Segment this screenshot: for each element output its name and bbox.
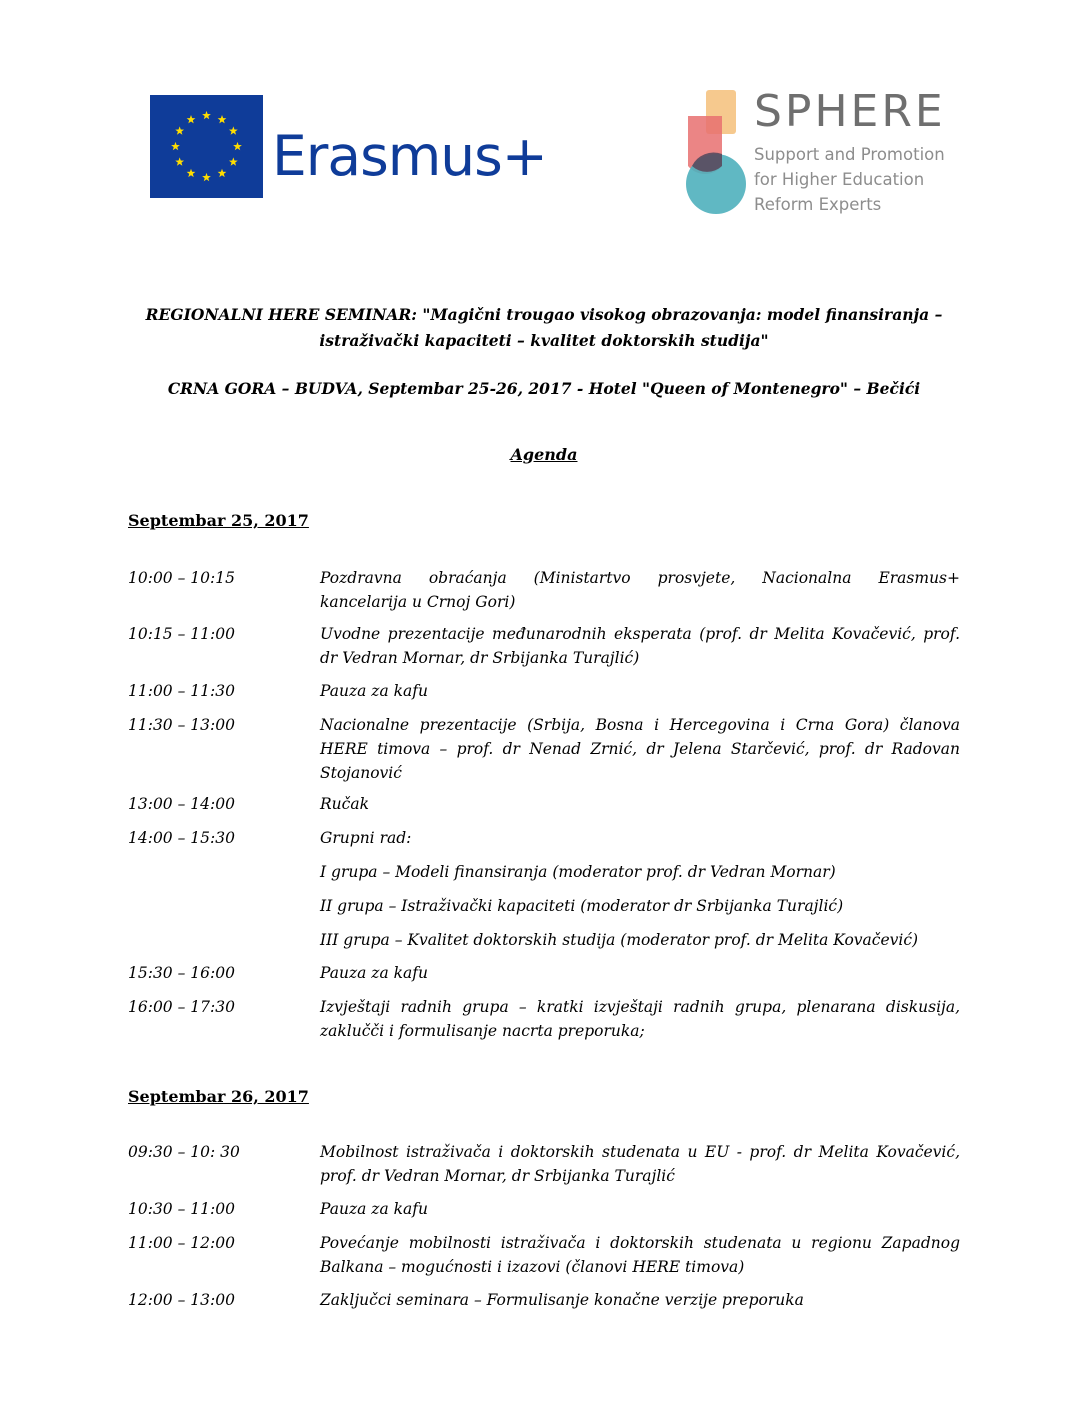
- agenda-description-line: I grupa – Modeli finansiranja (moderator prof. dr Vedran Mornar): [320, 863, 836, 881]
- agenda-description-line: Povećanje mobilnosti istraživača i doktorskih studenata u regionu Zapadnog: [320, 1234, 960, 1252]
- agenda-time: 11:00 – 11:30: [128, 682, 235, 700]
- agenda-time: 09:30 – 10: 30: [128, 1143, 240, 1161]
- agenda-description: [320, 566, 960, 614]
- agenda-description-line: dr Vedran Mornar, dr Srbijanka Turajlić): [320, 649, 640, 667]
- sphere-subtitle: [754, 142, 945, 217]
- eu-star-icon: [218, 115, 227, 123]
- sphere-mark-icon: [678, 88, 750, 218]
- sphere-subtitle-line: for Higher Education: [754, 170, 925, 189]
- agenda-description: [320, 622, 960, 670]
- agenda-description-line: Pozdravna obraćanja (Ministartvo prosvjete, Nacionalna Erasmus+: [320, 569, 960, 587]
- agenda-description-line: prof. dr Vedran Mornar, dr Srbijanka Turajlić: [320, 1167, 675, 1185]
- agenda-description: [320, 1288, 960, 1312]
- agenda-description-line: Zaključci seminara – Formulisanje konačne verzije preporuka: [320, 1291, 804, 1309]
- agenda-description: [320, 1231, 960, 1279]
- agenda-description-line: Nacionalne prezentacije (Srbija, Bosna i Hercegovina i Crna Gora) članova: [320, 716, 960, 734]
- agenda-time: 14:00 – 15:30: [128, 829, 235, 847]
- agenda-description-line: Pauza za kafu: [320, 964, 428, 982]
- eu-star-icon: [218, 169, 227, 177]
- agenda-description-line: Mobilnost istraživača i doktorskih studenata u EU - prof. dr Melita Kovačević,: [320, 1143, 960, 1161]
- agenda-description: [320, 961, 960, 985]
- agenda-description-line: kancelarija u Crnoj Gori): [320, 593, 516, 611]
- agenda-description-line: Pauza za kafu: [320, 682, 428, 700]
- erasmus-wordmark: Erasmus+: [272, 124, 547, 188]
- eu-star-icon: [175, 126, 184, 134]
- eu-star-icon: [233, 142, 242, 150]
- day-heading: Septembar 25, 2017: [128, 511, 309, 530]
- agenda-description-line: HERE timova – prof. dr Nenad Zrnić, dr Jelena Starčević, prof. dr Radovan: [320, 740, 960, 758]
- agenda-time: 10:00 – 10:15: [128, 569, 235, 587]
- agenda-description: [320, 928, 960, 952]
- agenda-description-line: Pauza za kafu: [320, 1200, 428, 1218]
- eu-star-icon: [229, 157, 238, 165]
- agenda-time: 13:00 – 14:00: [128, 795, 235, 813]
- agenda-time: 11:30 – 13:00: [128, 716, 235, 734]
- seminar-title-line1: REGIONALNI HERE SEMINAR: "Magični trougao visokog obrazovanja: model finansiranja –: [145, 305, 943, 324]
- agenda-description-line: Ručak: [320, 795, 369, 813]
- day-heading: Septembar 26, 2017: [128, 1087, 309, 1106]
- agenda-description-line: Uvodne prezentacije međunarodnih eksperata (prof. dr Melita Kovačević, prof.: [320, 625, 960, 643]
- agenda-description-line: II grupa – Istraživački kapaciteti (moderator dr Srbijanka Turajlić): [320, 897, 844, 915]
- agenda-time: 12:00 – 13:00: [128, 1291, 235, 1309]
- agenda-description: [320, 679, 960, 703]
- sphere-logo: [678, 88, 948, 218]
- eu-star-icon: [175, 157, 184, 165]
- agenda-heading: Agenda: [510, 445, 578, 464]
- agenda-description-line: Balkana – mogućnosti i izazovi (članovi HERE timova): [320, 1258, 745, 1276]
- eu-star-icon: [187, 115, 196, 123]
- eu-star-icon: [202, 173, 211, 181]
- agenda-description: [320, 826, 960, 850]
- agenda-description: [320, 894, 960, 918]
- agenda-description-line: zaklučči i formulisanje nacrta preporuka;: [320, 1022, 645, 1040]
- agenda-description: [320, 995, 960, 1043]
- eu-star-icon: [202, 111, 211, 119]
- agenda-description: [320, 792, 960, 816]
- seminar-location: CRNA GORA – BUDVA, Septembar 25-26, 2017 - Hotel "Queen of Montenegro" – Bečići: [167, 379, 921, 398]
- agenda-description: [320, 1140, 960, 1188]
- agenda-description-line: Grupni rad:: [320, 829, 412, 847]
- seminar-title-line2: istraživački kapaciteti – kvalitet doktorskih studija": [319, 331, 769, 350]
- eu-star-icon: [229, 126, 238, 134]
- eu-flag-icon: [150, 95, 263, 198]
- agenda-time: 10:15 – 11:00: [128, 625, 235, 643]
- sphere-subtitle-line: Reform Experts: [754, 195, 882, 214]
- agenda-description: [320, 713, 960, 785]
- agenda-description-line: Stojanović: [320, 764, 402, 782]
- erasmus-logo: [150, 95, 547, 205]
- agenda-time: 10:30 – 11:00: [128, 1200, 235, 1218]
- sphere-subtitle-line: Support and Promotion: [754, 145, 945, 164]
- sphere-title: SPHERE: [754, 86, 946, 137]
- agenda-time: 16:00 – 17:30: [128, 998, 235, 1016]
- eu-star-icon: [171, 142, 180, 150]
- agenda-time: 11:00 – 12:00: [128, 1234, 235, 1252]
- agenda-description-line: III grupa – Kvalitet doktorskih studija (moderator prof. dr Melita Kovačević): [320, 931, 919, 949]
- eu-star-icon: [187, 169, 196, 177]
- agenda-description: [320, 1197, 960, 1221]
- agenda-description: [320, 860, 960, 884]
- agenda-time: 15:30 – 16:00: [128, 964, 235, 982]
- agenda-description-line: Izvještaji radnih grupa – kratki izvještaji radnih grupa, plenarana diskusija,: [320, 998, 960, 1016]
